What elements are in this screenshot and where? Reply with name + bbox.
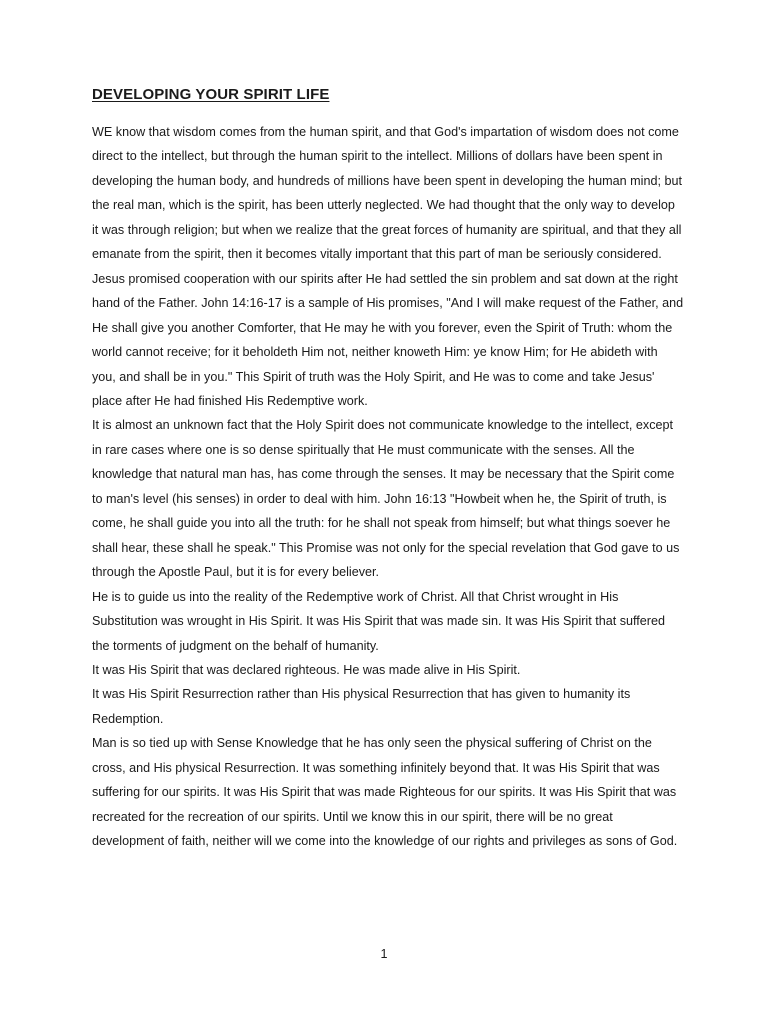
paragraph-1: WE know that wisdom comes from the human spirit, and that God's impartation of wisdom does not come direct to the intellect, but through the human spirit to the intellect. Millions of dollars have been spent in developing the human body, and hundreds of millions have been spent in developing the human mind; but the real man, which is the spirit, has been utterly neglected. We had thought that the only way to develop it was through religion; but when we realize that the great forces of humanity are spiritual, and that they all emanate from the spirit, then it becomes vitally important that this part of man be seriously considered. [92,125,682,262]
document-body [92,120,684,854]
paragraph-7: Man is so tied up with Sense Knowledge that he has only seen the physical suffering of Christ on the cross, and His physical Resurrection. It was something infinitely beyond that. It was His Spirit that was suffering for our spirits. It was His Spirit that was made Righteous for our spirits. It was His Spirit that was recreated for the recreation of our spirits. Until we know this in our spirit, there will be no great development of faith, neither will we come into the knowledge of our rights and privileges as sons of God. [92,736,678,849]
page-number: 1 [380,947,388,961]
paragraph-3: It is almost an unknown fact that the Holy Spirit does not communicate knowledge to the intellect, except in rare cases where one is so dense spiritually that He must communicate with the senses. All the knowledge that natural man has, has come through the senses. It may be necessary that the Spirit come to man's level (his senses) in order to deal with him. John 16:13 "Howbeit when he, the Spirit of truth, is come, he shall guide you into all the truth: for he shall not speak from himself; but what things soever he shall hear, these shall he speak." This Promise was not only for the special revelation that God gave to us through the Apostle Paul, but it is for every believer. [92,418,680,580]
paragraph-2: Jesus promised cooperation with our spirits after He had settled the sin problem and sat down at the right hand of the Father. John 14:16-17 is a sample of His promises, "And I will make request of the Father, and He shall give you another Comforter, that He may he with you forever, even the Spirit of Truth: whom the world cannot receive; for it beholdeth Him not, neither knoweth Him: ye know Him; for He abideth with you, and shall be in you." This Spirit of truth was the Holy Spirit, and He was to come and take Jesus' place after He had finished His Redemptive work. [92,271,684,408]
paragraph-6: It was His Spirit Resurrection rather than His physical Resurrection that has given to humanity its Redemption. [92,687,631,726]
paragraph-5: It was His Spirit that was declared righteous. He was made alive in His Spirit. [92,662,521,677]
document-title: DEVELOPING YOUR SPIRIT LIFE [92,86,330,103]
paragraph-4: He is to guide us into the reality of the Redemptive work of Christ. All that Christ wrought in His Substitution was wrought in His Spirit. It was His Spirit that was made sin. It was His Spirit that suffered the torments of judgment on the behalf of humanity. [92,589,666,653]
